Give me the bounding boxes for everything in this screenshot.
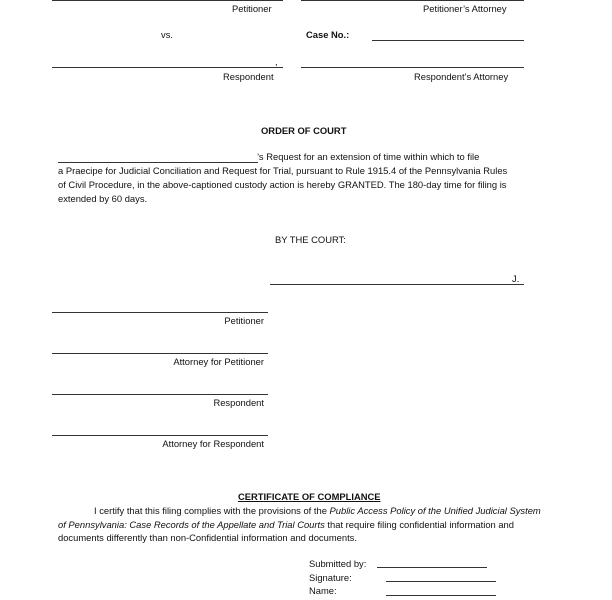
certificate-policy-title: Public Access Policy of the Unified Judicial System of Pennsylvania: Case Records of the Appellate and Trial Courts	[58, 505, 541, 530]
signature-label: Signature:	[309, 572, 352, 583]
petitioner-attorney-label: Petitioner’s Attorney	[423, 3, 507, 14]
name-label: Name:	[309, 585, 337, 596]
respondent-name-line[interactable]	[52, 67, 283, 68]
order-line-2: a Praecipe for Judicial Conciliation and Request for Trial, pursuant to Rule 1915.4 of the Pennsylvania Rules	[58, 165, 508, 176]
case-no-label: Case No.:	[306, 29, 350, 40]
dist-respondent-line[interactable]	[52, 394, 268, 395]
case-no-line[interactable]	[372, 40, 524, 41]
name-line[interactable]	[386, 595, 496, 596]
certificate-text	[58, 504, 544, 545]
petitioner-label: Petitioner	[232, 3, 272, 14]
petitioner-name-line[interactable]	[52, 0, 283, 1]
dist-attorney-respondent-label: Attorney for Respondent	[162, 438, 264, 449]
dist-petitioner-label: Petitioner	[224, 315, 264, 326]
certificate-text-b: that require filing confidential information and documents differently than non-Confidential information and documents.	[58, 518, 514, 543]
caption-comma: ,	[275, 56, 278, 67]
vs-label: vs.	[161, 29, 173, 40]
signature-line[interactable]	[386, 581, 496, 582]
dist-respondent-label: Respondent	[213, 397, 264, 408]
submitted-by-label: Submitted by:	[309, 558, 367, 569]
dist-attorney-petitioner-label: Attorney for Petitioner	[173, 356, 264, 367]
dist-attorney-petitioner-line[interactable]	[52, 353, 268, 354]
order-line-3: of Civil Procedure, in the above-captioned custody action is hereby GRANTED. The 180-day time for filing is	[58, 179, 507, 190]
petitioner-attorney-line[interactable]	[301, 0, 524, 1]
order-line-1: ’s Request for an extension of time within which to file	[257, 151, 480, 162]
judge-suffix: J.	[512, 273, 520, 284]
certificate-text-a: I certify that this filing complies with the provisions of the	[94, 505, 330, 516]
submitted-by-line[interactable]	[377, 567, 487, 568]
dist-attorney-respondent-line[interactable]	[52, 435, 268, 436]
by-the-court-label: BY THE COURT:	[275, 234, 346, 245]
requesting-party-line[interactable]	[58, 162, 258, 163]
judge-signature-line[interactable]	[270, 284, 524, 285]
order-title: ORDER OF COURT	[261, 125, 347, 136]
respondent-attorney-label: Respondent’s Attorney	[414, 71, 509, 82]
respondent-label: Respondent	[223, 71, 274, 82]
certificate-title: CERTIFICATE OF COMPLIANCE	[238, 491, 381, 502]
dist-petitioner-line[interactable]	[52, 312, 268, 313]
order-line-4: extended by 60 days.	[58, 193, 148, 204]
respondent-attorney-line[interactable]	[301, 67, 524, 68]
